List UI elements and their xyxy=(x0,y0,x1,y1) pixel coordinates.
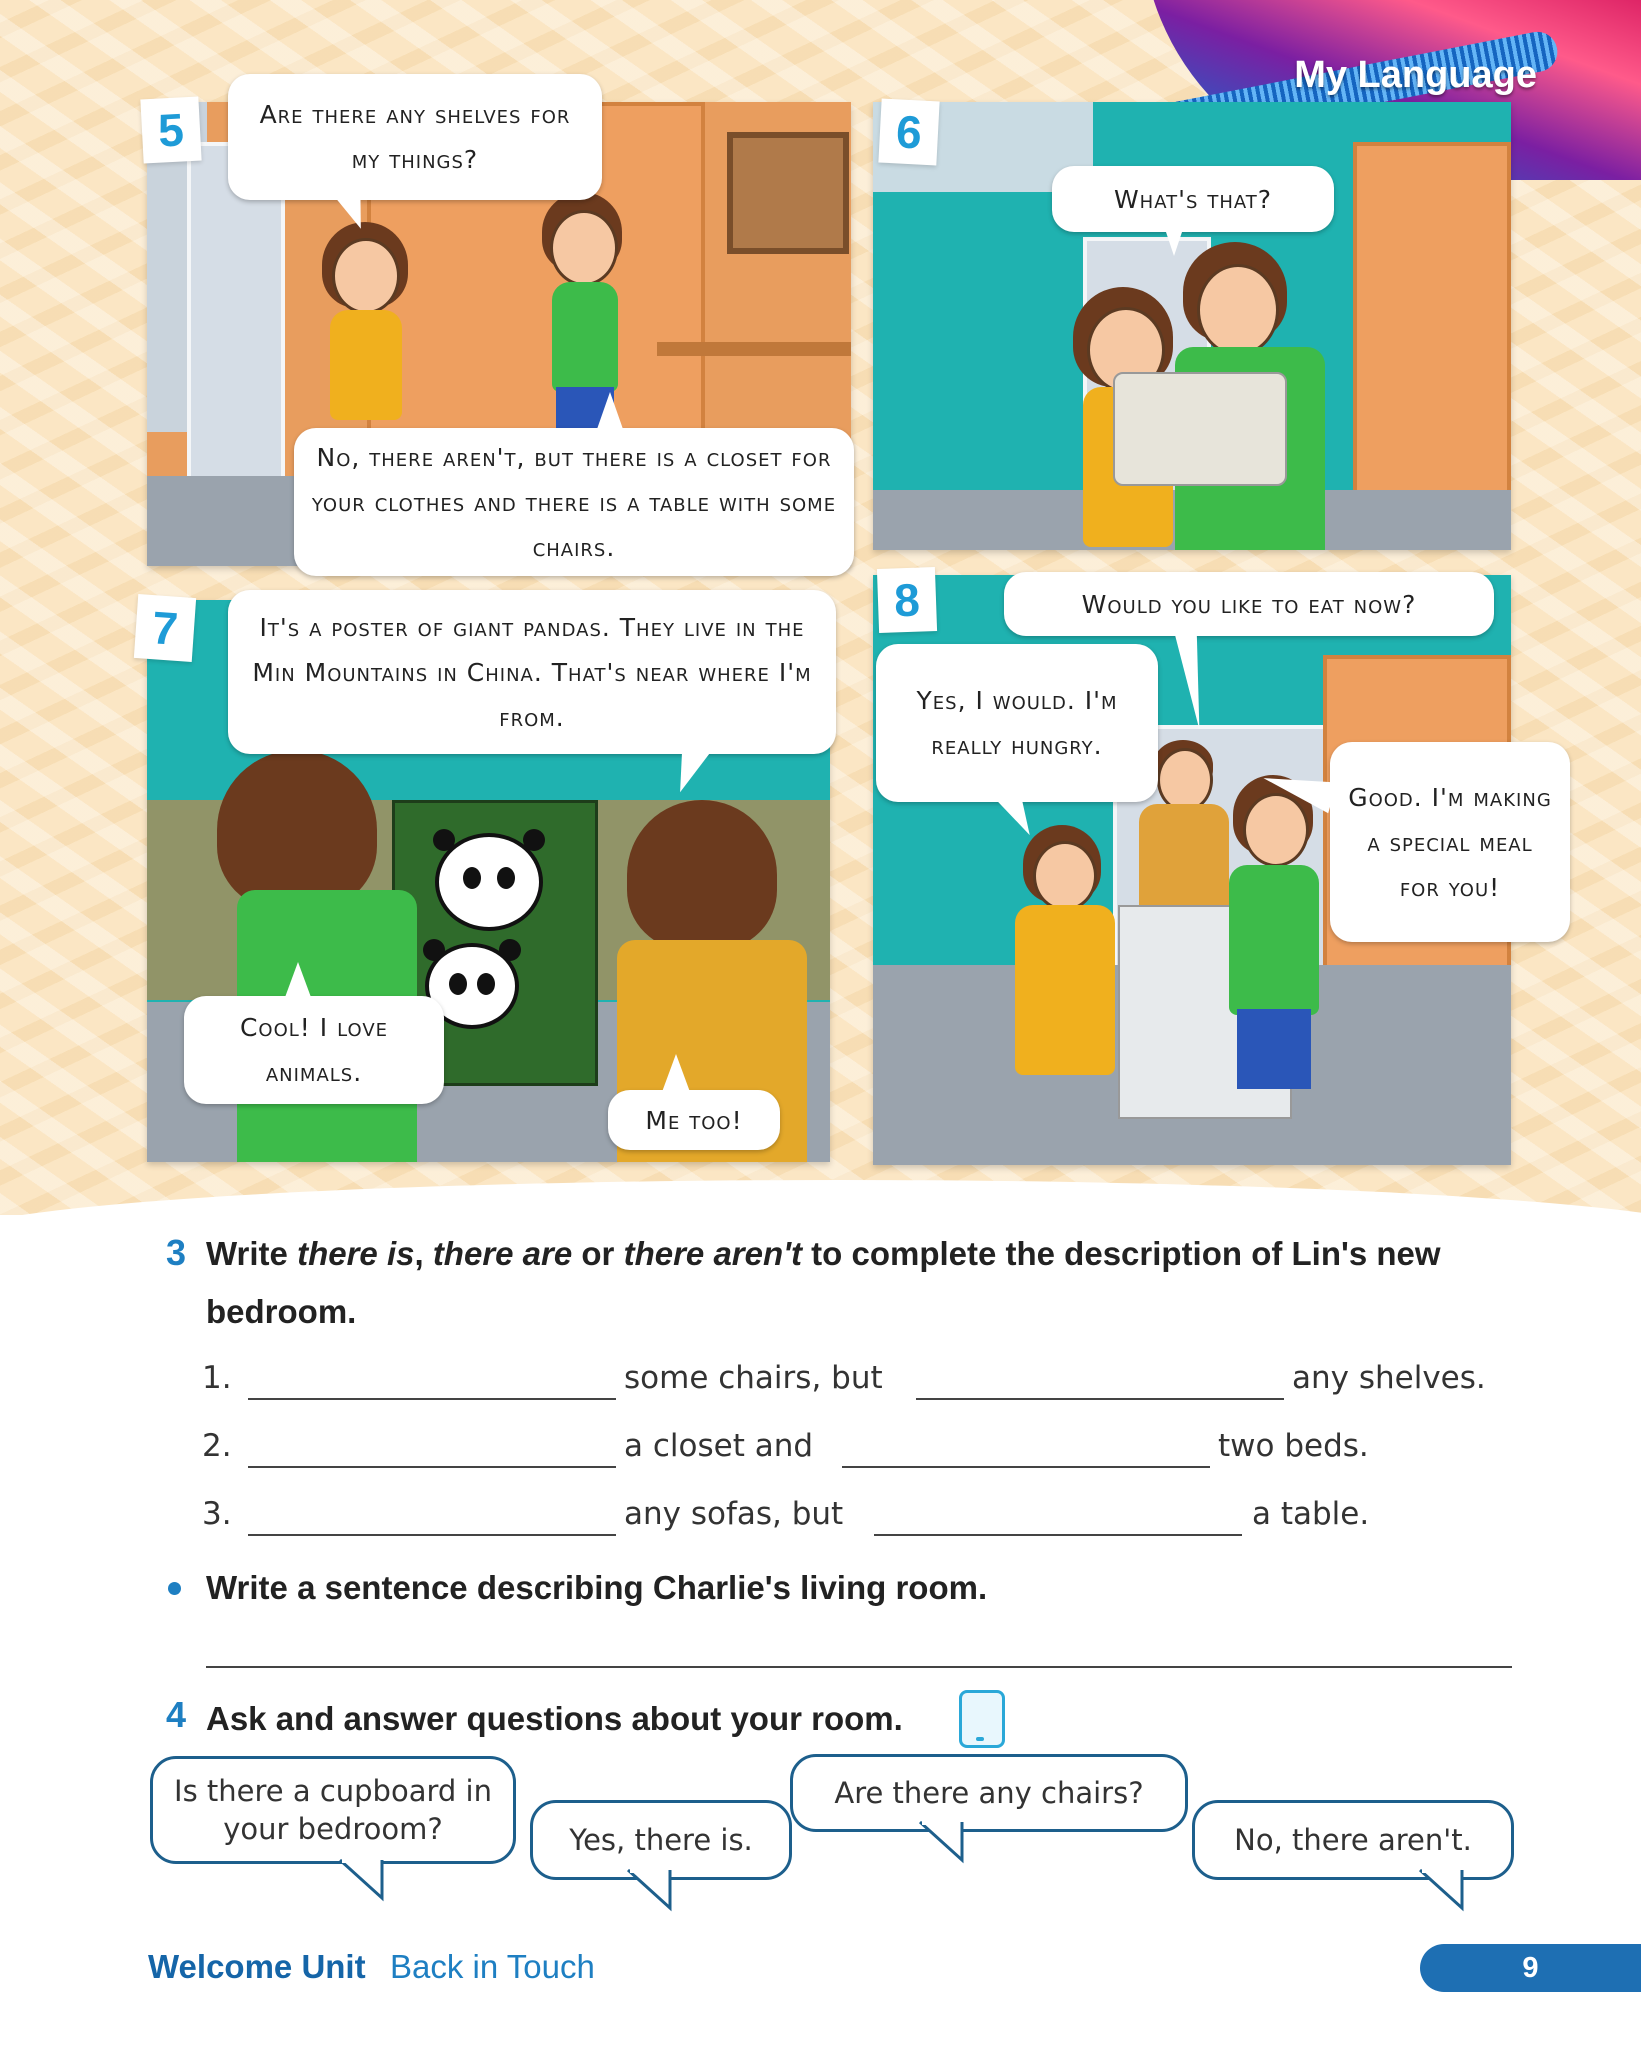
speech-bubble: What's that? xyxy=(1052,166,1334,232)
speech-bubble-tail xyxy=(918,1820,968,1866)
exercise-instruction: Ask and answer questions about your room. xyxy=(206,1700,903,1737)
speech-bubble: Are there any shelves for my things? xyxy=(228,74,602,200)
section-label: My Language xyxy=(1294,54,1537,96)
bullet-task: Write a sentence describing Charlie's living room. xyxy=(206,1569,988,1606)
speech-bubble: Yes, there is. xyxy=(530,1800,792,1880)
answer-line[interactable] xyxy=(206,1666,1512,1668)
panel-number-6: 6 xyxy=(878,99,939,166)
item-text: any sofas, but xyxy=(624,1496,844,1532)
speech-bubble: Good. I'm making a special meal for you! xyxy=(1330,742,1570,942)
exercise-number: 3 xyxy=(166,1232,187,1273)
answer-blank[interactable] xyxy=(248,1534,616,1536)
answer-blank[interactable] xyxy=(916,1398,1284,1400)
speech-bubble-tail xyxy=(596,392,624,432)
speech-bubble: No, there aren't. xyxy=(1192,1800,1514,1880)
speech-bubble-tail xyxy=(1418,1868,1468,1914)
item-text: any shelves. xyxy=(1292,1360,1486,1396)
speech-bubble: Would you like to eat now? xyxy=(1004,572,1494,636)
item-number: 1. xyxy=(202,1360,232,1396)
tablet-icon xyxy=(959,1690,1005,1748)
item-text: some chairs, but xyxy=(624,1360,883,1396)
panel-number-8: 8 xyxy=(877,567,937,633)
speech-bubble: Yes, I would. I'm really hungry. xyxy=(876,644,1158,802)
item-number: 2. xyxy=(202,1428,232,1464)
exercise-instruction: Write there is, there are or there aren't to complete the description of Lin's new bedroom. xyxy=(206,1235,1441,1330)
item-text: a closet and xyxy=(624,1428,814,1464)
speech-bubble-tail xyxy=(626,1868,676,1914)
answer-blank[interactable] xyxy=(248,1398,616,1400)
exercise-item xyxy=(202,1360,1502,1406)
speech-bubble: No, there aren't, but there is a closet for your clothes and there is a table with some chairs. xyxy=(294,428,854,576)
speech-bubble: It's a poster of giant pandas. They live in the Min Mountains in China. That's near where I'm from. xyxy=(228,590,836,754)
exercise-item xyxy=(202,1496,1502,1542)
speech-bubble: Are there any chairs? xyxy=(790,1754,1188,1832)
speech-bubble-tail xyxy=(662,1054,690,1092)
answer-blank[interactable] xyxy=(874,1534,1242,1536)
speech-bubble-tail xyxy=(1162,220,1186,256)
exercise-number: 4 xyxy=(166,1694,187,1735)
answer-blank[interactable] xyxy=(248,1466,616,1468)
item-number: 3. xyxy=(202,1496,232,1532)
page-number: 9 xyxy=(1420,1944,1641,1992)
bullet-icon xyxy=(168,1582,181,1595)
speech-bubble: Me too! xyxy=(608,1090,780,1150)
footer-unit-title: Back in Touch xyxy=(390,1948,595,1985)
speech-bubble-tail xyxy=(284,962,312,1000)
panel-number-7: 7 xyxy=(134,594,196,662)
item-text: two beds. xyxy=(1218,1428,1369,1464)
answer-blank[interactable] xyxy=(842,1466,1210,1468)
item-text: a table. xyxy=(1252,1496,1370,1532)
panel-number-5: 5 xyxy=(140,97,201,164)
speech-bubble: Cool! I love animals. xyxy=(184,996,444,1104)
exercise-item xyxy=(202,1428,1502,1474)
footer-unit-label: Welcome Unit xyxy=(148,1948,366,1985)
speech-bubble-tail xyxy=(338,1858,388,1904)
speech-bubble: Is there a cupboard in your bedroom? xyxy=(150,1756,516,1864)
